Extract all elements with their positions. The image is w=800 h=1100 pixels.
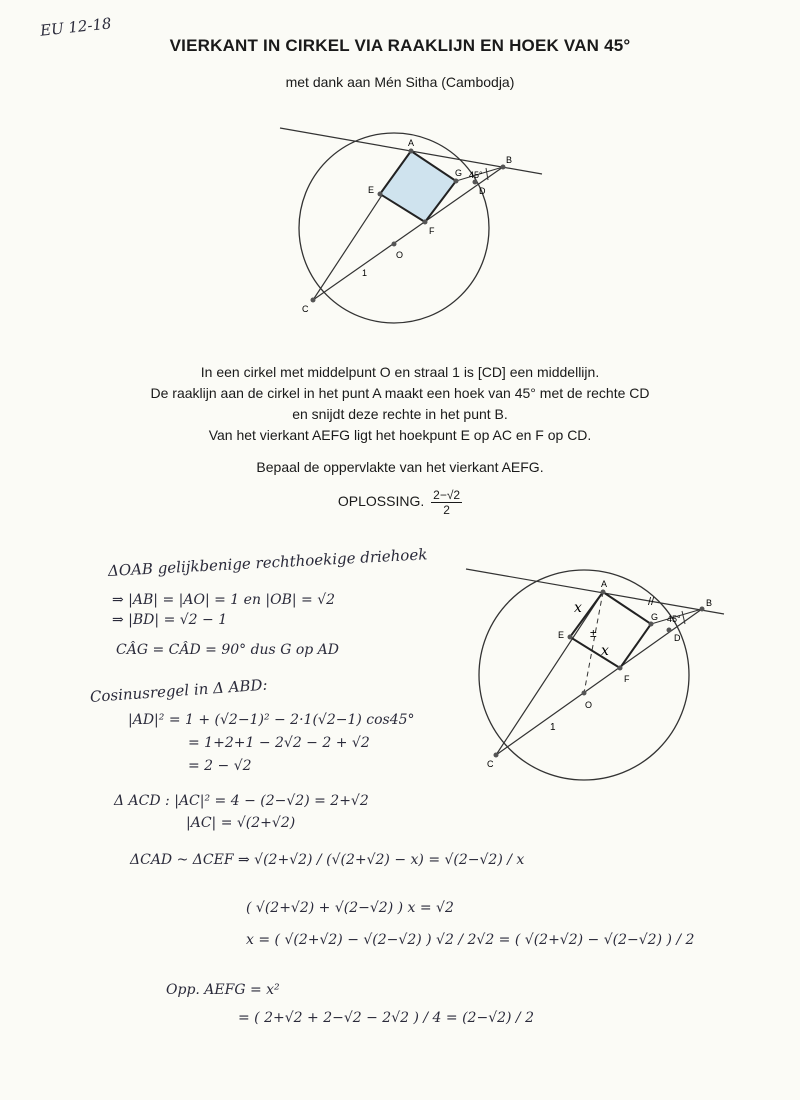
problem-line-2: De raaklijn aan de cirkel in het punt A maakt een hoek van 45° met de rechte CD	[150, 385, 650, 401]
label-f: F	[429, 226, 435, 236]
hand-line-5: Cosinusregel in Δ ABD:	[89, 675, 269, 706]
label2-x1: x	[574, 600, 582, 616]
label-radius: 1	[362, 268, 368, 278]
label-d: D	[479, 186, 486, 196]
header-code: EU 12-18	[39, 14, 113, 40]
solution-label: OPLOSSING.	[337, 493, 425, 510]
label2-angle: 45°	[667, 614, 681, 624]
hand-line-2: ⇒ |AB| = |AO| = 1 en |OB| = √2	[112, 592, 336, 608]
label2-marks: //	[648, 596, 655, 608]
label-c: C	[302, 304, 309, 314]
hand-line-6: |AD|² = 1 + (√2−1)² − 2·1(√2−1) cos45°	[128, 712, 415, 728]
label-e: E	[368, 185, 375, 195]
solution-numerator: 2−√2	[433, 488, 461, 502]
hand-line-3: ⇒ |BD| = √2 − 1	[112, 612, 228, 628]
solution-denominator: 2	[443, 503, 450, 517]
label2-e: E	[558, 630, 565, 640]
tangent-line-2	[466, 569, 724, 614]
page-subtitle: met dank aan Mén Sitha (Cambodja)	[285, 74, 515, 90]
label2-b: B	[706, 598, 713, 608]
page-title: VIERKANT IN CIRKEL VIA RAAKLIJN EN HOEK VAN 45°	[169, 36, 631, 55]
label2-f: F	[624, 674, 630, 684]
circle-2	[479, 570, 689, 780]
hand-line-13: x = ( √(2+√2) − √(2−√2) ) √2 / 2√2 = ( √(2+√2) − √(2−√2) ) / 2	[246, 932, 695, 948]
label2-a: A	[601, 579, 608, 589]
label2-c: C	[487, 759, 494, 769]
label2-g: G	[651, 612, 659, 622]
label-a: A	[408, 138, 415, 148]
hand-line-14: Opp. AEFG = x²	[166, 982, 280, 998]
hand-line-12: ( √(2+√2) + √(2−√2) ) x = √2	[246, 900, 454, 916]
label-g: G	[455, 168, 463, 178]
hand-line-4: CÂG = CÂD = 90° dus G op AD	[116, 642, 340, 658]
label2-d: D	[674, 633, 681, 643]
hand-line-11: ΔCAD ~ ΔCEF ⇒ √(2+√2) / (√(2+√2) − x) = √(2−√2) / x	[130, 852, 525, 868]
label-b: B	[506, 155, 513, 165]
label2-radius: 1	[550, 722, 556, 733]
square-aefg-2	[570, 592, 651, 668]
problem-line-3: en snijdt deze rechte in het punt B.	[292, 406, 508, 422]
label2-x2: x	[601, 643, 609, 659]
problem-line-1: In een cirkel met middelpunt O en straal 1 is [CD] een middellijn.	[200, 364, 600, 380]
hand-line-10: |AC| = √(2+√2)	[186, 815, 296, 831]
hand-line-7: = 1+2+1 − 2√2 − 2 + √2	[188, 735, 370, 751]
hand-line-9: Δ ACD : |AC|² = 4 − (2−√2) = 2+√2	[114, 793, 369, 809]
problem-line-4: Van het vierkant AEFG ligt het hoekpunt E op AC en F op CD.	[208, 427, 592, 443]
problem-question: Bepaal de oppervlakte van het vierkant AEFG.	[256, 459, 544, 475]
hand-line-1: ΔOAB gelijkbenige rechthoekige driehoek	[107, 545, 428, 580]
hand-line-8: = 2 − √2	[188, 758, 252, 774]
label2-eq: ±	[590, 626, 597, 640]
label-angle: 45°	[469, 170, 483, 180]
label-o: O	[396, 250, 404, 260]
label2-o: O	[585, 700, 593, 710]
hand-line-15: = ( 2+√2 + 2−√2 − 2√2 ) / 4 = (2−√2) / 2	[238, 1010, 535, 1026]
